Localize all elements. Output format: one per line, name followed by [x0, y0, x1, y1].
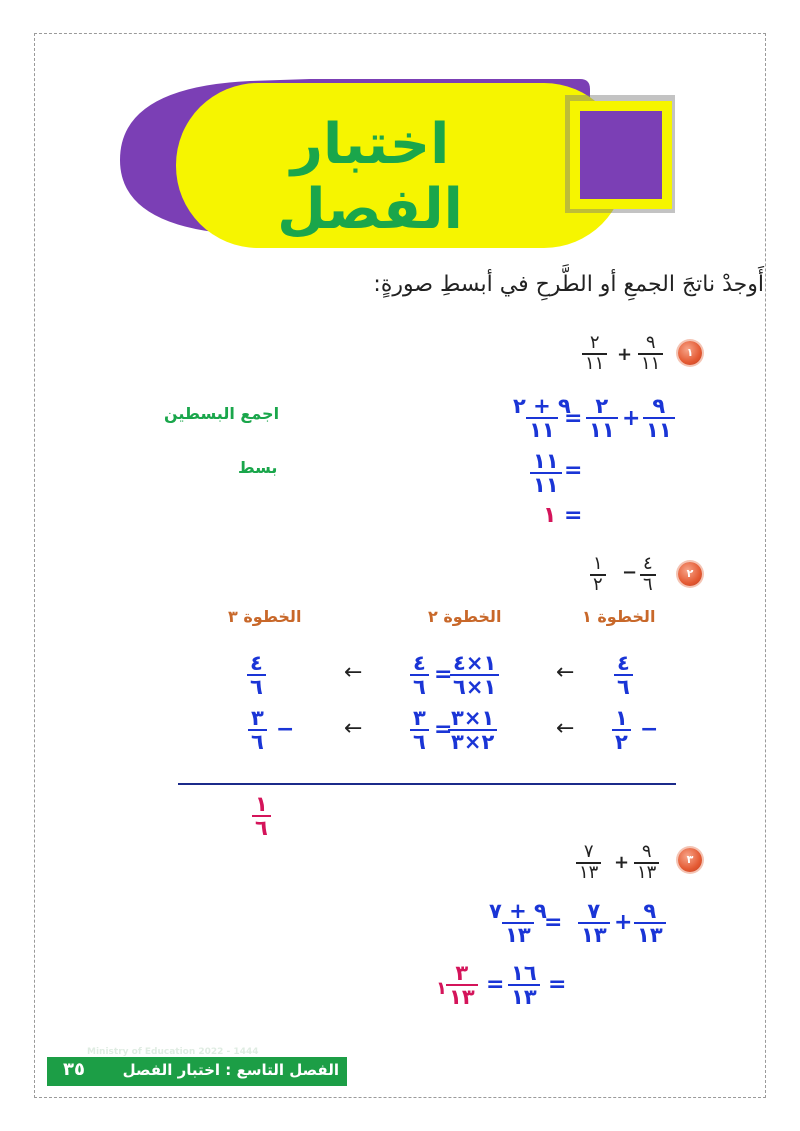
q3-fraction-b: ٧ ١٣	[576, 843, 601, 883]
equals-sign: =	[564, 503, 583, 528]
plus-sign: +	[617, 344, 633, 365]
minus-sign: −	[640, 717, 659, 742]
equals-sign: =	[434, 717, 453, 742]
equals-sign: =	[548, 972, 567, 997]
q2-step2-fraction-a: ٤ ٦	[410, 652, 429, 698]
q2-step1-fraction-b: ١ ٢	[612, 707, 631, 753]
q2-step3-fraction-a: ٤ ٦	[247, 652, 266, 698]
step-1-heading: الخطوة ١	[582, 607, 656, 626]
equals-sign: =	[564, 406, 583, 431]
equals-sign: =	[544, 910, 563, 935]
minus-sign: −	[276, 717, 295, 742]
footer-chapter-text: الفصل التاسع : اختبار الفصل	[122, 1061, 339, 1079]
arrow-left-icon: ←	[556, 660, 575, 685]
q3-sum-fraction: ٩ + ٧ ١٣	[489, 899, 547, 948]
q1-step-fraction: ١١ ١١	[530, 450, 562, 496]
q2-step2-fraction-b: ٣ ٦	[410, 707, 429, 753]
q1-work-b: ٢ ١١	[586, 395, 618, 441]
q2-multiply-fraction-a: ١×٤ ١×٦	[450, 652, 499, 698]
q3-work-a: ٩ ١٣	[634, 900, 666, 946]
minus-sign: −	[622, 562, 638, 583]
question-number-2: ٢	[678, 562, 702, 586]
q3-mixed-fraction: ٣ ١٣	[446, 962, 478, 1008]
q2-step3-fraction-b: ٣ ٦	[248, 707, 267, 753]
q2-fraction-a: ٤ ٦	[640, 555, 656, 595]
banner-title: اختبار الفصل	[277, 112, 463, 242]
q3-fraction-a: ٩ ١٣	[634, 843, 659, 883]
q2-fraction-b: ١ ٢	[590, 555, 606, 595]
q2-step1-fraction-a: ٤ ٦	[614, 652, 633, 698]
result-divider	[178, 783, 676, 785]
plus-sign: +	[614, 910, 633, 935]
q1-sum-fraction: ٩ + ٢ ١١	[513, 394, 571, 443]
q1-fraction-b: ٢ ١١	[582, 334, 607, 374]
question-number-1: ١	[678, 341, 702, 365]
step-3-heading: الخطوة ٣	[228, 607, 302, 626]
equals-sign: =	[564, 458, 583, 483]
step-2-heading: الخطوة ٢	[428, 607, 502, 626]
q1-work-a: ٩ ١١	[643, 395, 675, 441]
q1-result: ١	[543, 503, 557, 528]
equals-sign: =	[486, 972, 505, 997]
instruction-text: أَوجدْ ناتجَ الجمعِ أو الطَّرحِ في أبسطِ صورةٍ:	[373, 272, 764, 297]
arrow-left-icon: ←	[556, 716, 575, 741]
arrow-left-icon: ←	[344, 716, 363, 741]
watermark-text: Ministry of Education 2022 - 1444	[87, 1047, 259, 1057]
page-footer	[47, 1047, 347, 1086]
q3-work-b: ٧ ١٣	[578, 900, 610, 946]
arrow-left-icon: ←	[344, 660, 363, 685]
label-add-numerators: اجمع البسطين	[164, 404, 280, 423]
q1-fraction-a: ٩ ١١	[638, 334, 663, 374]
question-number-3: ٣	[678, 848, 702, 872]
q3-step-fraction: ١٦ ١٣	[508, 962, 540, 1008]
q2-result: ١ ٦	[252, 793, 271, 839]
plus-sign: +	[622, 406, 641, 431]
page-number: ٣٥	[63, 1059, 85, 1080]
equals-sign: =	[434, 662, 453, 687]
q2-multiply-fraction-b: ١×٣ ٢×٣	[448, 707, 497, 753]
label-simplify: بسط	[238, 458, 278, 477]
plus-sign: +	[614, 852, 630, 873]
q3-mixed-whole: ١	[436, 978, 447, 999]
